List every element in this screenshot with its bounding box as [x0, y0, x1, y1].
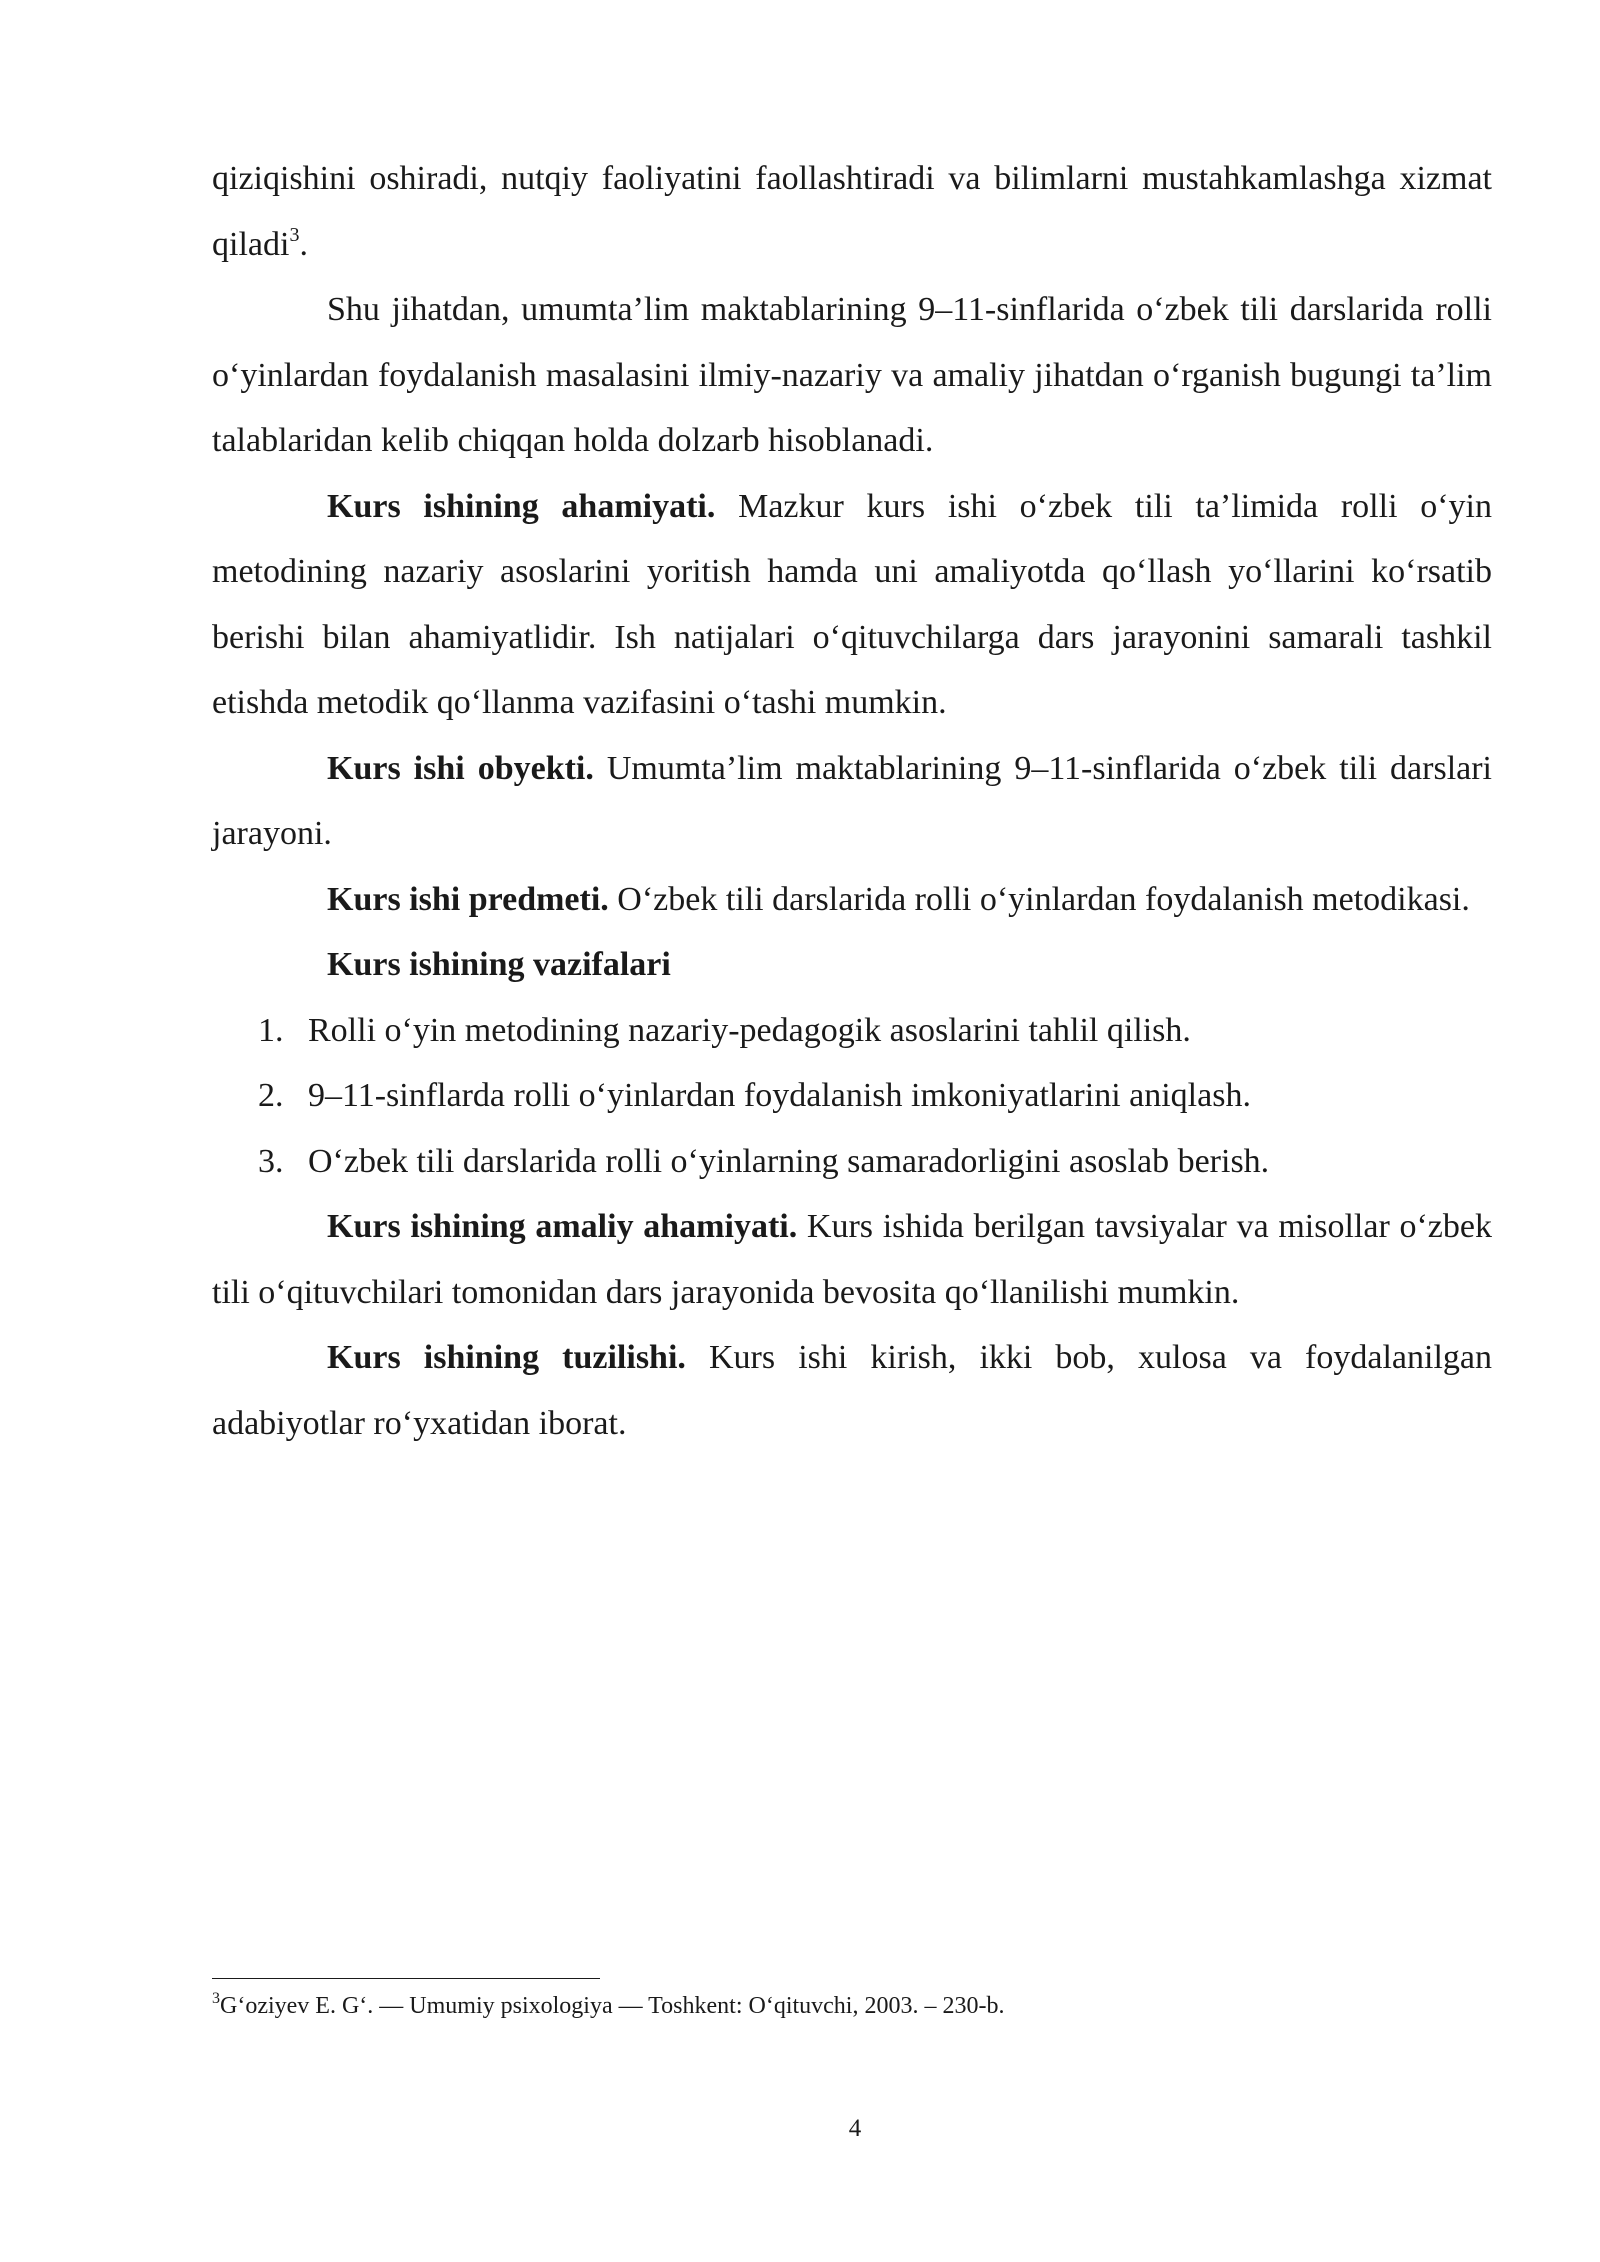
paragraph-structure	[212, 1325, 1492, 1456]
paragraph-text: qiziqishini oshiradi, nutqiy faoliyatini faollashtiradi va bilimlarni mustahkamlashga xizmat qiladi	[212, 160, 1492, 263]
paragraph-text: Kurs ishida berilgan tavsiyalar va misollar o‘zbek tili o‘qituvchilari tomonidan dars jarayonida bevosita qo‘llanilishi mumkin.	[212, 1208, 1492, 1311]
paragraph-subject	[212, 867, 1492, 933]
footnote-separator	[212, 1978, 600, 1979]
list-item-number: 2.	[258, 1077, 284, 1114]
list-item	[212, 1129, 1492, 1195]
list-item	[212, 1063, 1492, 1129]
paragraph-heading: Kurs ishi predmeti.	[327, 880, 609, 918]
list-item-text: Rolli o‘yin metodining nazariy-pedagogik asoslarini tahlil qilish.	[308, 1011, 1191, 1049]
paragraph-text: Shu jihatdan, umumta’lim maktablarining 9–11-sinflarida o‘zbek tili darslarida rolli o‘yinlardan foydalanish masalasini ilmiy-nazariy va amaliy jihatdan o‘rganish bugungi ta’lim talablaridan kelib chiqqan holda dolzarb hisoblanadi.	[212, 291, 1492, 459]
list-item	[212, 998, 1492, 1064]
paragraph-text: Kurs ishi kirish, ikki bob, xulosa va foydalanilgan adabiyotlar ro‘yxatidan iborat.	[212, 1339, 1492, 1442]
body-text	[212, 146, 1492, 1456]
list-item-number: 3.	[258, 1142, 284, 1180]
paragraph-relevance	[212, 277, 1492, 474]
footnote	[212, 1990, 1492, 2022]
paragraph-practical-significance	[212, 1194, 1492, 1325]
footnote-marker: 3	[212, 1990, 220, 2007]
paragraph-heading: Kurs ishining amaliy ahamiyati.	[327, 1208, 798, 1245]
paragraph-text: O‘zbek tili darslarida rolli o‘yinlardan foydalanish metodikasi.	[608, 880, 1470, 918]
tasks-list	[212, 998, 1492, 1195]
paragraph-heading: Kurs ishining ahamiyati.	[327, 487, 716, 525]
paragraph-text: Umumta’lim maktablarining 9–11-sinflarida o‘zbek tili darslari jarayoni.	[212, 749, 1492, 852]
paragraph-continuation	[212, 146, 1492, 277]
page-number: 4	[848, 2115, 862, 2142]
list-item-text: 9–11-sinflarda rolli o‘yinlardan foydalanish imkoniyatlarini aniqlash.	[308, 1077, 1251, 1114]
paragraph-object	[212, 736, 1492, 867]
list-item-number: 1.	[258, 1011, 284, 1049]
footnote-reference: 3	[289, 223, 300, 246]
paragraph-end-punctuation: .	[299, 225, 308, 263]
tasks-heading: Kurs ishining vazifalari	[327, 946, 671, 983]
footnote-text: G‘oziyev E. G‘. — Umumiy psixologiya — Toshkent: O‘qituvchi, 2003. – 230-b.	[220, 1993, 1005, 2019]
paragraph-heading: Kurs ishi obyekti.	[327, 749, 594, 787]
paragraph-heading: Kurs ishining tuzilishi.	[327, 1339, 686, 1376]
list-item-text: O‘zbek tili darslarida rolli o‘yinlarning samaradorligini asoslab berish.	[308, 1142, 1270, 1180]
paragraph-significance	[212, 474, 1492, 736]
paragraph-text: Mazkur kurs ishi o‘zbek tili ta’limida rolli o‘yin metodining nazariy asoslarini yoritish hamda uni amaliyotda qo‘llash yo‘llarini ko‘rsatib berishi bilan ahamiyatlidir. Ish natijalari o‘qituvchilarga dars jarayonini samarali tashkil etishda metodik qo‘llanma vazifasini o‘tashi mumkin.	[212, 487, 1493, 721]
